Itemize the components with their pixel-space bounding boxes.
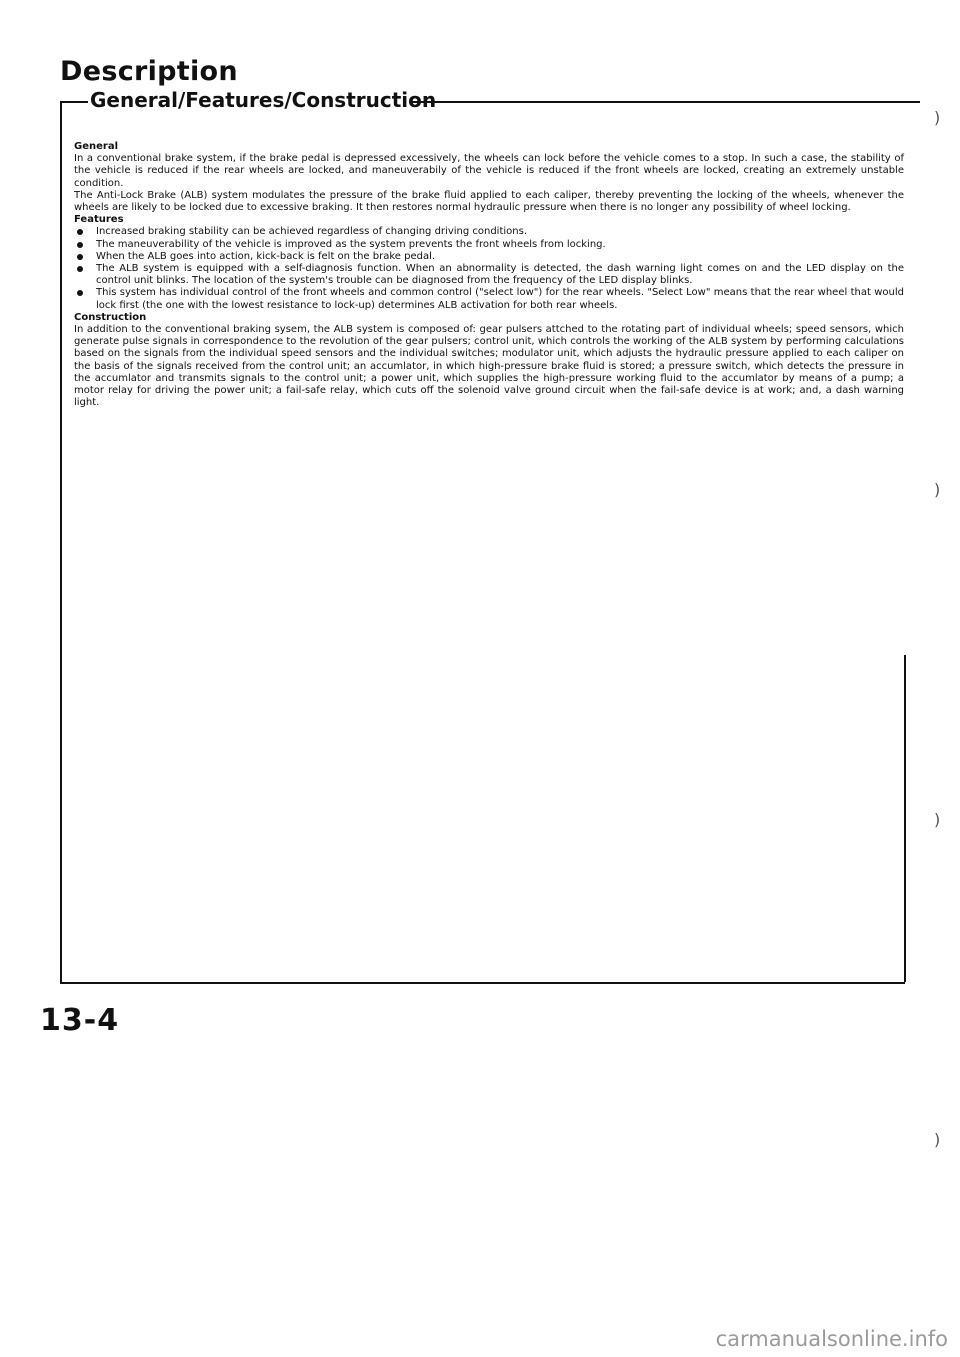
content-body — [74, 141, 904, 409]
frame-left-border — [60, 102, 62, 982]
bullet-icon — [77, 254, 83, 260]
features-list-item — [74, 226, 904, 238]
features-heading: Features — [74, 214, 124, 226]
section-title: General/Features/Construction — [90, 88, 437, 112]
features-item-text: Increased braking stability can be achieved regardless of changing driving conditions. — [96, 226, 528, 238]
construction-heading: Construction — [74, 311, 147, 323]
binder-hole-mark: ) — [934, 108, 941, 127]
features-item-text: The ALB system is equipped with a self-diagnosis function. When an abnormality is detected, the dash warning light comes on and the LED display on the control unit blinks. The location of the system's trouble can be diagnosed from the frequency of the LED display blinks. — [96, 263, 904, 287]
features-list-item — [74, 251, 904, 263]
section-header — [60, 88, 920, 118]
features-item-text: When the ALB goes into action, kick-back is felt on the brake pedal. — [96, 250, 436, 262]
frame-bottom-border — [60, 982, 905, 984]
bullet-icon — [77, 242, 83, 248]
binder-hole-mark: ) — [934, 1130, 941, 1149]
features-list-item — [74, 287, 904, 311]
bullet-icon — [77, 229, 83, 235]
bullet-icon — [77, 266, 83, 272]
features-list-item — [74, 239, 904, 251]
general-paragraph-2: The Anti-Lock Brake (ALB) system modulates the pressure of the brake fluid applied to each caliper, thereby preventing the locking of the wheels, whenever the wheels are likely to be locked due to excessive braking. It then restores normal hydraulic pressure when there is no longer any possibility of wheel locking. — [74, 189, 904, 214]
frame-right-border — [904, 655, 906, 982]
watermark-text: carmanualsonline.info — [715, 1327, 948, 1351]
page-number: 13-4 — [40, 1003, 120, 1038]
general-paragraph-1: In a conventional brake system, if the brake pedal is depressed excessively, the wheels can lock before the vehicle comes to a stop. In such a case, the stability of the vehicle is reduced if the rear wheels are locked, and maneuverabily of the vehicle is reduced if the front wheels are locked, creating an extremely unstable condition. — [74, 153, 904, 189]
features-item-text: The maneuverability of the vehicle is improved as the system prevents the front wheels from locking. — [96, 238, 606, 250]
features-list — [74, 226, 904, 311]
section-header-rule — [412, 101, 920, 103]
construction-paragraph: In addition to the conventional braking sysem, the ALB system is composed of: gear pulsers attched to the rotating part of individual wheels; speed sensors, which generate pulse signals in correspondence to the revolution of the gear pulsers; control unit, which controls the working of the ALB system by performing calculations based on the signals from the individual speed sensors and the individual switches; modulator unit, which adjusts the hydraulic pressure applied to each caliper on the basis of the signals received from the control unit; an accumlator, in which high-pressure brake fluid is stored; a pressure switch, which detects the pressure in the accumlator and transmits signals to the control unit; a power unit, which supplies the high-pressure working fluid to the accumlator by means of a pump; a motor relay for driving the power unit; a fail-safe relay, which cuts off the solenoid valve ground circuit when the fail-safe device is at work; and, a dash warning light. — [74, 324, 904, 409]
binder-hole-mark: ) — [934, 480, 941, 499]
features-item-text: This system has individual control of the front wheels and common control ("select low") for the rear wheels. "Select Low" means that the rear wheel that would lock first (the one with the lowest resistance to lock-up) determines ALB activation for both rear wheels. — [96, 287, 904, 311]
section-header-tick — [60, 101, 88, 103]
bullet-icon — [77, 290, 83, 296]
general-heading: General — [74, 141, 118, 152]
binder-hole-mark: ) — [934, 810, 941, 829]
features-list-item — [74, 263, 904, 287]
page-title: Description — [60, 56, 238, 87]
